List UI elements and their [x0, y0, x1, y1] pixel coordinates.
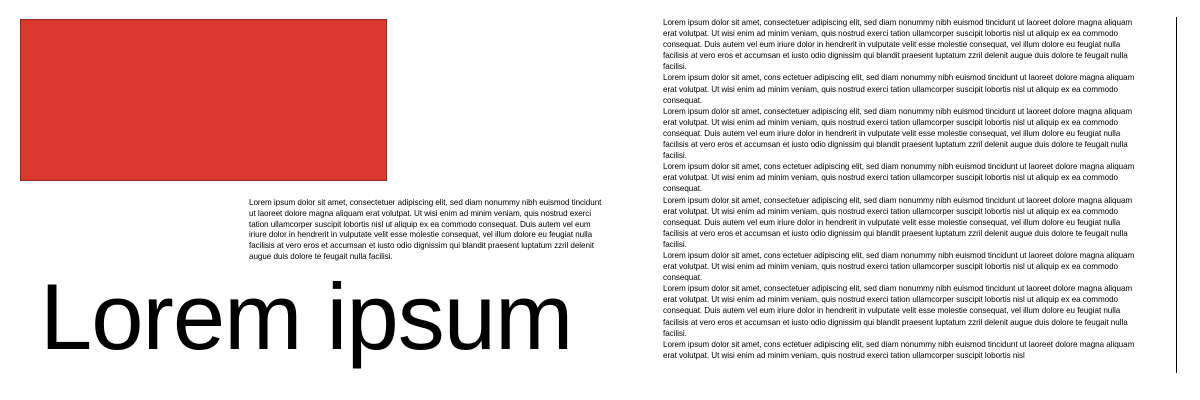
- column-paragraph: Lorem ipsum dolor sit amet, consectetuer adipiscing elit, sed diam nonummy nibh euismod tincidunt ut laoreet dolore magna aliquam erat volutpat. Ut wisi enim ad minim veniam, quis nostrud exerci tation ullamcorper suscipit lobortis nisl ut aliquip ex ea commodo consequat. Duis autem vel eum iriure dolor in hendrerit in vulputate velit esse molestie consequat, vel illum dolore eu feugiat nulla facilisis at vero eros et accumsan et iusto odio dignissim qui blandit praesent luptatum zzril delenit augue duis dolore te feugait nulla facilisi.: [663, 106, 1133, 161]
- column-paragraph: Lorem ipsum dolor sit amet, consectetuer adipiscing elit, sed diam nonummy nibh euismod tincidunt ut laoreet dolore magna aliquam erat volutpat. Ut wisi enim ad minim veniam, quis nostrud exerci tation ullamcorper suscipit lobortis nisl ut aliquip ex ea commodo consequat. Duis autem vel eum iriure dolor in hendrerit in vulputate velit esse molestie consequat, vel illum dolore eu feugiat nulla facilisis at vero eros et accumsan et iusto odio dignissim qui blandit praesent luptatum zzril delenit augue duis dolore te feugait nulla facilisi.: [663, 284, 1133, 338]
- column-paragraph: Lorem ipsum dolor sit amet, consectetuer adipiscing elit, sed diam nonummy nibh euismod tincidunt ut laoreet dolore magna aliquam erat volutpat. Ut wisi enim ad minim veniam, quis nostrud exerci tation ullamcorper suscipit lobortis nisl ut aliquip ex ea commodo consequat. Duis autem vel eum iriure dolor in hendrerit in vulputate velit esse molestie consequat, vel illum dolore eu feugiat nulla facilisis at vero eros et accumsan et iusto odio dignissim qui blandit praesent luptatum zzril delenit augue duis dolore te feugait nulla facilisi.: [663, 18, 1133, 72]
- text-column: [663, 17, 1143, 377]
- red-color-block: [20, 19, 387, 181]
- column-paragraph: Lorem ipsum dolor sit amet, cons ectetuer adipiscing elit, sed diam nonummy nibh euismod tincidunt ut laoreet dolore magna aliquam erat volutpat. Ut wisi enim ad minim veniam, quis nostrud exerci tation ullamcorper suscipit lobortis nisl ut aliquip ex ea commodo consequat.: [663, 162, 1135, 194]
- caption-paragraph: Lorem ipsum dolor sit amet, consectetuer adipiscing elit, sed diam nonummy nibh euismod tincidunt ut laoreet dolore magna aliquam erat volutpat. Ut wisi enim ad minim veniam, quis nostrud exerci tation ullamcorper suscipit lobortis nisl ut aliquip ex ea commodo consequat. Duis autem vel eum iriure dolor in hendrerit in vulputate velit esse molestie consequat, vel illum dolore eu feugiat nulla facilisis at vero eros et accumsan et iusto odio dignissim qui blandit praesent luptatum zzril delenit augue duis dolore te feugait nulla facilisi.: [249, 198, 602, 261]
- display-heading: Lorem ipsum: [40, 264, 573, 369]
- vertical-rule: [1176, 17, 1177, 373]
- column-paragraph: Lorem ipsum dolor sit amet, consectetuer adipiscing elit, sed diam nonummy nibh euismod tincidunt ut laoreet dolore magna aliquam erat volutpat. Ut wisi enim ad minim veniam, quis nostrud exerci tation ullamcorper suscipit lobortis nisl ut aliquip ex ea commodo consequat. Duis autem vel eum iriure dolor in hendrerit in vulputate velit esse molestie consequat, vel illum dolore eu feugiat nulla facilisis at vero eros et accumsan et iusto odio dignissim qui blandit praesent luptatum zzril delenit augue duis dolore te feugait nulla facilisi.: [663, 195, 1133, 249]
- column-paragraph: Lorem ipsum dolor sit amet, cons ectetuer adipiscing elit, sed diam nonummy nibh euismod tincidunt ut laoreet dolore magna aliquam erat volutpat. Ut wisi enim ad minim veniam, quis nostrud exerci tation ullamcorper suscipit lobortis nisl: [663, 339, 1135, 360]
- column-paragraph: Lorem ipsum dolor sit amet, cons ectetuer adipiscing elit, sed diam nonummy nibh euismod tincidunt ut laoreet dolore magna aliquam erat volutpat. Ut wisi enim ad minim veniam, quis nostrud exerci tation ullamcorper suscipit lobortis nisl ut aliquip ex ea commodo consequat.: [663, 73, 1135, 105]
- column-paragraph: Lorem ipsum dolor sit amet, cons ectetuer adipiscing elit, sed diam nonummy nibh euismod tincidunt ut laoreet dolore magna aliquam erat volutpat. Ut wisi enim ad minim veniam, quis nostrud exerci tation ullamcorper suscipit lobortis nisl ut aliquip ex ea commodo consequat.: [663, 250, 1135, 283]
